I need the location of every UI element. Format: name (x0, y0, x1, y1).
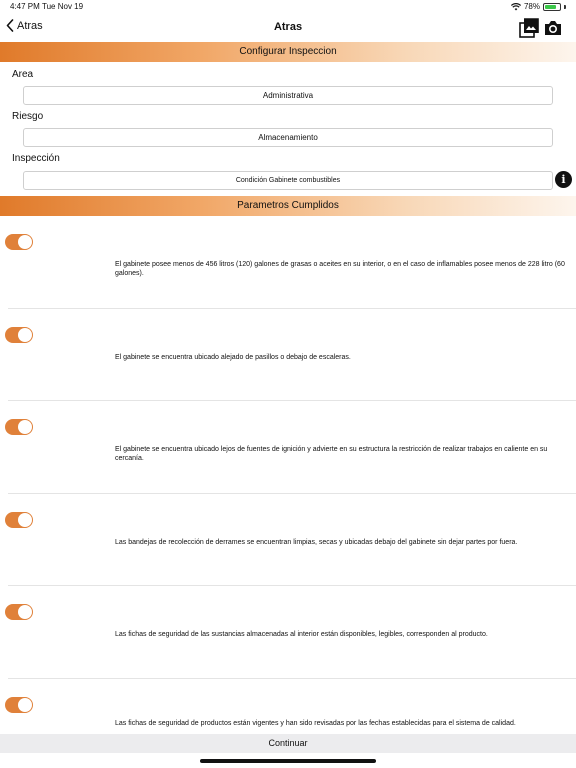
toggle-knob (18, 513, 32, 527)
parameter-toggle[interactable] (5, 327, 33, 343)
page-title: Atras (273, 21, 303, 33)
parameter-text: El gabinete se encuentra ubicado alejado de pasillos o debajo de escaleras. (115, 353, 351, 361)
area-field[interactable]: Administrativa (23, 86, 553, 105)
parameter-toggle[interactable] (5, 419, 33, 435)
camera-icon (543, 18, 563, 38)
parameter-item (8, 494, 576, 587)
back-label: Atras (17, 19, 43, 32)
inspeccion-label: Inspección (12, 153, 60, 164)
parameter-toggle[interactable] (5, 697, 33, 713)
status-indicators (511, 2, 566, 11)
parameter-list[interactable] (0, 216, 576, 733)
parameter-toggle[interactable] (5, 512, 33, 528)
parameter-item (8, 586, 576, 679)
navigation-bar (0, 14, 576, 42)
gallery-button[interactable] (519, 18, 539, 38)
battery-percent: 78% (523, 2, 540, 11)
info-icon[interactable]: i (555, 171, 572, 188)
wifi-icon (511, 3, 521, 11)
camera-button[interactable] (543, 18, 563, 38)
status-time: 4:47 PM (10, 2, 40, 11)
parameter-item (8, 401, 576, 494)
section-header-params: Parametros Cumplidos (0, 196, 576, 216)
battery-icon (543, 3, 561, 11)
parameter-item (8, 679, 576, 734)
riesgo-field[interactable]: Almacenamiento (23, 128, 553, 147)
riesgo-label: Riesgo (12, 111, 44, 122)
parameter-text: Las bandejas de recolección de derrames se encuentran limpias, secas y ubicadas debajo del gabinete sin dejar partes por fuera. (115, 538, 518, 546)
parameter-toggle[interactable] (5, 234, 33, 250)
toggle-knob (18, 328, 32, 342)
area-label: Area (12, 69, 34, 80)
toggle-knob (18, 605, 32, 619)
photo-library-icon (519, 18, 539, 38)
inspeccion-field[interactable]: Condición Gabinete combustibles (23, 171, 553, 190)
parameter-item (8, 309, 576, 402)
toggle-knob (18, 698, 32, 712)
section-header-config: Configurar Inspeccion (0, 42, 576, 62)
home-indicator (200, 759, 376, 763)
parameter-text: El gabinete posee menos de 456 litros (120) galones de grasas o aceites en su interior, o en el caso de inflamables posee menos de 228 litro (60 galones). (115, 261, 565, 277)
battery-tip (564, 5, 566, 9)
toggle-knob (18, 235, 32, 249)
parameter-toggle[interactable] (5, 604, 33, 620)
continue-button[interactable]: Continuar (0, 734, 576, 753)
parameter-text: El gabinete se encuentra ubicado lejos de fuentes de ignición y advierte en su estructura la restricción de realizar trabajos en caliente en su cercanía. (115, 446, 548, 462)
status-date: Tue Nov 19 (42, 2, 84, 11)
parameter-item (8, 216, 576, 309)
toggle-knob (18, 420, 32, 434)
parameter-text: Las fichas de seguridad de las sustancias almacenadas al interior están disponibles, legibles, corresponden al producto. (115, 631, 488, 638)
status-bar (0, 0, 576, 14)
parameter-text: Las fichas de seguridad de productos están vigentes y han sido revisadas por las fechas establecidas para el sistema de calidad. (115, 719, 516, 727)
